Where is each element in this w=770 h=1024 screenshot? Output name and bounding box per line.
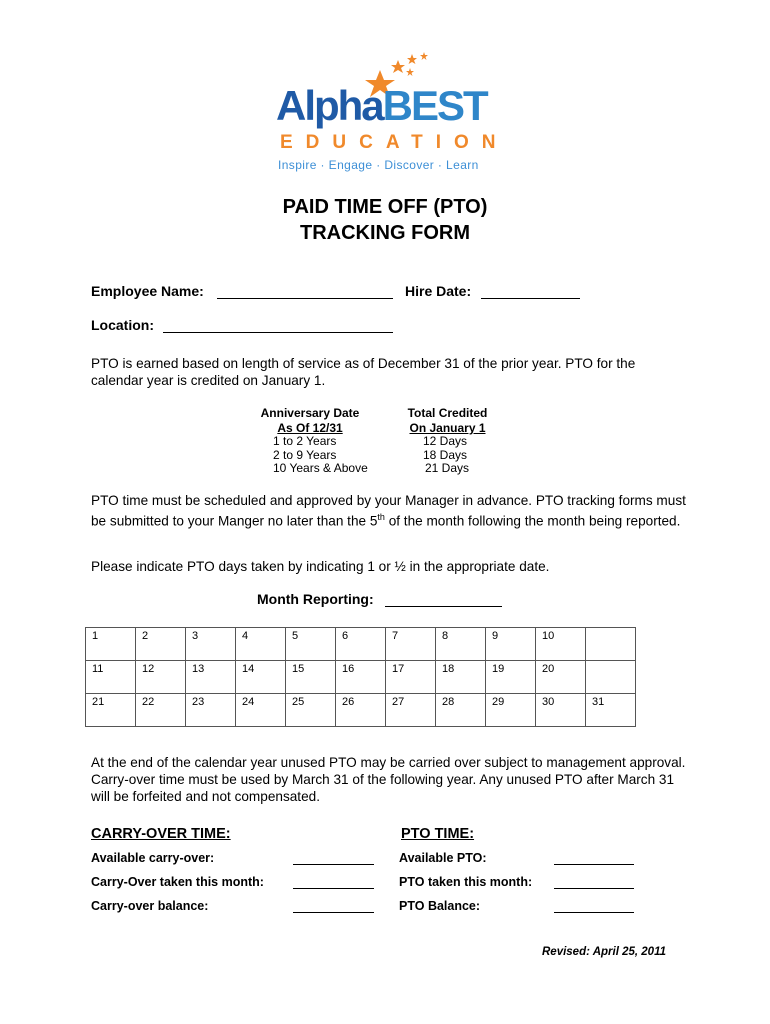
day-cell[interactable]: 21 — [86, 694, 136, 727]
instruction-text: Please indicate PTO days taken by indicating 1 or ½ in the appropriate date. — [91, 559, 550, 574]
carryover-note-text: At the end of the calendar year unused PTO may be carried over subject to management approval. Carry-over time must be used by March 31 of the following year. Any unused PTO after March 31 will be forfeited and not compensated. — [91, 755, 686, 804]
policy-text: PTO time must be scheduled and approved by your Manager in advance. PTO tracking forms must be submitted to your Manger no later than the 5th of the month following the month being reported. — [91, 493, 686, 529]
day-cell[interactable]: 3 — [186, 628, 236, 661]
day-cell[interactable]: 26 — [336, 694, 386, 727]
carry-over-taken-label: Carry-Over taken this month: — [91, 875, 264, 889]
carry-over-heading: CARRY-OVER TIME: — [91, 826, 231, 842]
days-row-2: 18 Days — [423, 447, 468, 462]
service-row-1: 1 to 2 Years — [273, 434, 337, 448]
day-cell[interactable]: 9 — [486, 628, 536, 661]
available-pto-label: Available PTO: — [399, 851, 487, 865]
day-cell[interactable]: 23 — [186, 694, 236, 727]
anniversary-head-2: As Of 12/31 — [277, 421, 343, 435]
pto-balance-label: PTO Balance: — [399, 899, 481, 913]
service-row-2: 2 to 9 Years — [273, 447, 337, 462]
day-cell[interactable]: 14 — [236, 661, 286, 694]
day-cell[interactable]: 25 — [286, 694, 336, 727]
pto-taken-label: PTO taken this month: — [399, 875, 533, 889]
pto-balance-field[interactable] — [554, 912, 634, 913]
day-cell[interactable]: 28 — [436, 694, 486, 727]
day-cell[interactable]: 29 — [486, 694, 536, 727]
day-cell[interactable]: 20 — [536, 661, 586, 694]
form-title-line2: TRACKING FORM — [300, 222, 470, 244]
available-carry-over-field[interactable] — [293, 864, 374, 865]
day-cell[interactable]: 11 — [86, 661, 136, 694]
day-cell[interactable]: 17 — [386, 661, 436, 694]
logo-tagline: Inspire · Engage · Discover · Learn — [278, 158, 479, 172]
day-cell[interactable]: 15 — [286, 661, 336, 694]
calendar-grid — [85, 627, 636, 727]
day-cell-empty — [586, 628, 636, 661]
day-cell[interactable]: 22 — [136, 694, 186, 727]
day-cell[interactable]: 13 — [186, 661, 236, 694]
carry-over-balance-label: Carry-over balance: — [91, 899, 209, 913]
day-cell[interactable]: 31 — [586, 694, 636, 727]
alphabest-logo — [270, 52, 509, 174]
location-label: Location: — [91, 317, 154, 333]
available-carry-over-label: Available carry-over: — [91, 851, 215, 865]
day-cell[interactable]: 16 — [336, 661, 386, 694]
carry-over-taken-field[interactable] — [293, 888, 374, 889]
day-cell[interactable]: 19 — [486, 661, 536, 694]
day-cell[interactable]: 7 — [386, 628, 436, 661]
employee-name-field[interactable] — [217, 298, 393, 299]
employee-name-label: Employee Name: — [91, 283, 204, 299]
available-pto-field[interactable] — [554, 864, 634, 865]
credited-head-2: On January 1 — [409, 421, 486, 435]
day-cell[interactable]: 24 — [236, 694, 286, 727]
month-reporting-label: Month Reporting: — [257, 591, 374, 607]
form-title-line1: PAID TIME OFF (PTO) — [282, 196, 488, 218]
day-cell[interactable]: 8 — [436, 628, 486, 661]
hire-date-label: Hire Date: — [405, 283, 472, 299]
day-cell[interactable]: 2 — [136, 628, 186, 661]
month-reporting-field[interactable] — [385, 606, 502, 607]
day-cell[interactable]: 6 — [336, 628, 386, 661]
pto-taken-field[interactable] — [554, 888, 634, 889]
day-cell-empty — [586, 661, 636, 694]
location-field[interactable] — [163, 332, 393, 333]
service-row-3: 10 Years & Above — [273, 461, 368, 475]
day-cell[interactable]: 18 — [436, 661, 486, 694]
day-cell[interactable]: 1 — [86, 628, 136, 661]
hire-date-field[interactable] — [481, 298, 580, 299]
day-cell[interactable]: 4 — [236, 628, 286, 661]
day-cell[interactable]: 5 — [286, 628, 336, 661]
revised-date: Revised: April 25, 2011 — [542, 946, 667, 958]
anniversary-head-1: Anniversary Date — [260, 406, 360, 420]
day-cell[interactable]: 27 — [386, 694, 436, 727]
day-cell[interactable]: 30 — [536, 694, 586, 727]
days-row-3: 21 Days — [425, 461, 470, 475]
logo-wordmark: AlphaBEST — [276, 82, 487, 129]
pto-intro-text: PTO is earned based on length of service as of December 31 of the prior year. PTO for the calendar year is credited on January 1. — [91, 356, 636, 388]
day-cell[interactable]: 12 — [136, 661, 186, 694]
days-row-1: 12 Days — [423, 434, 468, 448]
day-cell[interactable]: 10 — [536, 628, 586, 661]
pto-time-heading: PTO TIME: — [401, 826, 475, 842]
credited-head-1: Total Credited — [407, 406, 488, 420]
carry-over-balance-field[interactable] — [293, 912, 374, 913]
logo-education: EDUCATION — [280, 132, 509, 153]
